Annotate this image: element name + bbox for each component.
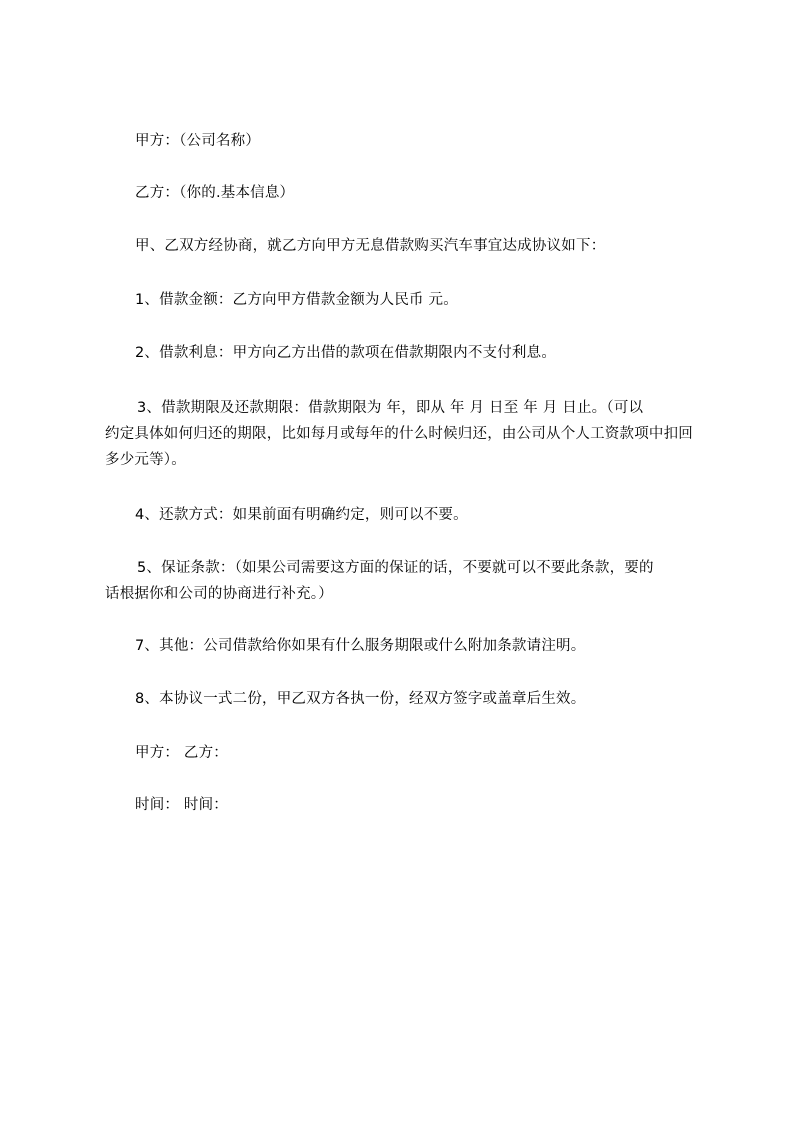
clause-3-continuation: 约定具体如何归还的期限，比如每月或每年的什么时候归还，由公司从个人工资款项中扣回多少元等）。 — [105, 426, 693, 468]
clause-7: 7、其他：公司借款给你如果有什么服务期限或什么附加条款请注明。 — [135, 638, 586, 654]
party-a-line: 甲方：（公司名称） — [135, 133, 261, 149]
clause-5-first-line: 5、保证条款：（如果公司需要这方面的保证的话，不要就可以不要此条款，要的 — [137, 560, 654, 576]
clause-3 — [105, 395, 705, 473]
signature-line: 甲方： 乙方： — [135, 745, 229, 761]
clause-3-first-line: 3、借款期限及还款期限：借款期限为 年，即从 年 月 日至 年 月 日止。（可以 — [137, 400, 644, 416]
clause-4: 4、还款方式：如果前面有明确约定，则可以不要。 — [135, 507, 468, 523]
clause-5-continuation: 话根据你和公司的协商进行补充。） — [105, 586, 333, 602]
clause-8: 8、本协议一式二份，甲乙双方各执一份，经双方签字或盖章后生效。 — [135, 691, 586, 707]
clause-5 — [105, 555, 705, 607]
clause-2: 2、借款利息：甲方向乙方出借的款项在借款期限内不支付利息。 — [135, 345, 557, 361]
intro-paragraph: 甲、乙双方经协商，就乙方向甲方无息借款购买汽车事宜达成协议如下： — [135, 238, 606, 254]
date-line: 时间： 时间： — [135, 797, 229, 813]
party-b-line: 乙方：（你的.基本信息） — [135, 185, 295, 201]
clause-1: 1、借款金额：乙方向甲方借款金额为人民币 元。 — [135, 292, 458, 308]
